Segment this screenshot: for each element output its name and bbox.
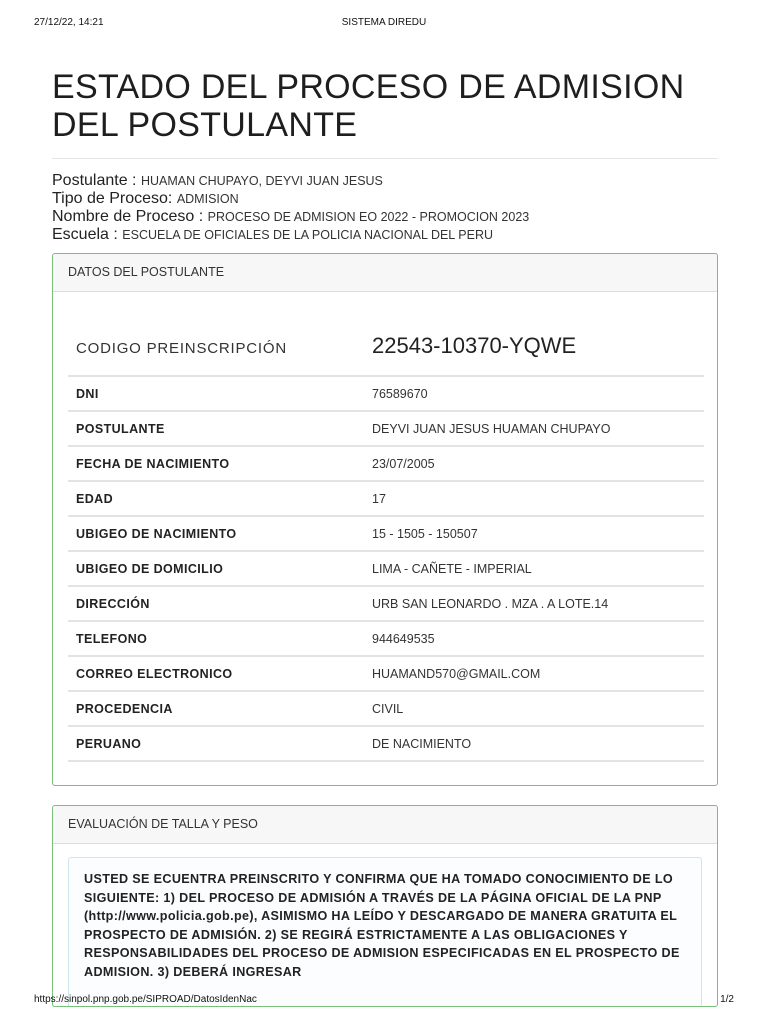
field-value: LIMA - CAÑETE - IMPERIAL xyxy=(364,551,704,586)
summary-nombre xyxy=(52,208,718,226)
print-datetime: 27/12/22, 14:21 xyxy=(34,17,104,28)
summary-postulante-label: Postulante : xyxy=(52,172,141,189)
notice-text: USTED SE ECUENTRA PREINSCRITO Y CONFIRMA QUE HA TOMADO CONOCIMIENTO DE LO SIGUIENTE: 1) DEL PROCESO DE ADMISIÓN A TRAVÉS DE LA PÁGINA OFICIAL DE LA PNP (http://www.policia.gob.pe), ASIMISMO HA LEÍDO Y DESCARGADO DE MANERA GRATUITA EL PROSPECTO DE ADMISIÓN. 2) SE REGIRÁ ESTRICTAMENTE A LAS OBLIGACIONES Y RESPONSABILIDADES DEL PROCESO DE ADMISION ESPECIFICADAS EN EL PROSPECTO DE ADMISION. 3) DEBERÁ INGRESAR xyxy=(84,872,680,979)
summary-postulante xyxy=(52,172,718,190)
notice-box xyxy=(68,857,702,1007)
field-value: CIVIL xyxy=(364,691,704,726)
table-row xyxy=(68,621,704,656)
table-row xyxy=(68,551,704,586)
field-value: DE NACIMIENTO xyxy=(364,726,704,761)
table-row xyxy=(68,656,704,691)
summary-tipo xyxy=(52,190,718,208)
field-label: TELEFONO xyxy=(68,621,364,656)
field-label: EDAD xyxy=(68,481,364,516)
summary-nombre-value: PROCESO DE ADMISION EO 2022 - PROMOCION 2023 xyxy=(207,210,530,224)
codigo-label: CODIGO PREINSCRIPCIÓN xyxy=(76,339,287,357)
summary-escuela xyxy=(52,226,718,244)
print-page-indicator: 1/2 xyxy=(720,994,734,1005)
field-value: 944649535 xyxy=(364,621,704,656)
field-value: URB SAN LEONARDO . MZA . A LOTE.14 xyxy=(364,586,704,621)
page-title xyxy=(52,68,718,144)
table-row xyxy=(68,516,704,551)
datos-panel-title: DATOS DEL POSTULANTE xyxy=(53,254,717,292)
field-label: PERUANO xyxy=(68,726,364,761)
datos-table xyxy=(68,321,704,762)
field-value: DEYVI JUAN JESUS HUAMAN CHUPAYO xyxy=(364,411,704,446)
table-row xyxy=(68,376,704,411)
field-label: DNI xyxy=(68,376,364,411)
summary-tipo-value: ADMISION xyxy=(176,192,239,206)
field-value: 23/07/2005 xyxy=(364,446,704,481)
field-value: 15 - 1505 - 150507 xyxy=(364,516,704,551)
evaluacion-panel-title: EVALUACIÓN DE TALLA Y PESO xyxy=(53,806,717,844)
print-site-title: SISTEMA DIREDU xyxy=(341,17,427,28)
evaluacion-panel xyxy=(52,805,718,1007)
codigo-row xyxy=(68,321,704,376)
field-label: POSTULANTE xyxy=(68,411,364,446)
summary-escuela-value: ESCUELA DE OFICIALES DE LA POLICIA NACIONAL DEL PERU xyxy=(122,228,493,242)
summary-tipo-label: Tipo de Proceso: xyxy=(52,190,177,207)
field-label: UBIGEO DE NACIMIENTO xyxy=(68,516,364,551)
field-value: 17 xyxy=(364,481,704,516)
table-row xyxy=(68,726,704,761)
field-label: PROCEDENCIA xyxy=(68,691,364,726)
datos-postulante-panel xyxy=(52,253,718,786)
print-footer xyxy=(34,994,734,1008)
summary-nombre-label: Nombre de Proceso : xyxy=(52,208,208,225)
table-row xyxy=(68,446,704,481)
title-divider xyxy=(52,158,718,159)
page-title-line-1: ESTADO DEL PROCESO DE ADMISION xyxy=(52,68,685,106)
print-header xyxy=(34,17,734,31)
summary-section xyxy=(52,68,718,244)
print-url: https://sinpol.pnp.gob.pe/SIPROAD/DatosIdenNac xyxy=(34,994,257,1005)
field-label: FECHA DE NACIMIENTO xyxy=(68,446,364,481)
codigo-value: 22543-10370-YQWE xyxy=(372,333,577,358)
table-row xyxy=(68,691,704,726)
table-row xyxy=(68,586,704,621)
field-value: 76589670 xyxy=(364,376,704,411)
table-row xyxy=(68,411,704,446)
page-title-line-2: DEL POSTULANTE xyxy=(52,106,358,144)
field-label: CORREO ELECTRONICO xyxy=(68,656,364,691)
field-value: HUAMAND570@GMAIL.COM xyxy=(364,656,704,691)
summary-postulante-value: HUAMAN CHUPAYO, DEYVI JUAN JESUS xyxy=(140,174,383,188)
table-row xyxy=(68,481,704,516)
field-label: DIRECCIÓN xyxy=(68,586,364,621)
summary-escuela-label: Escuela : xyxy=(52,226,123,243)
field-label: UBIGEO DE DOMICILIO xyxy=(68,551,364,586)
